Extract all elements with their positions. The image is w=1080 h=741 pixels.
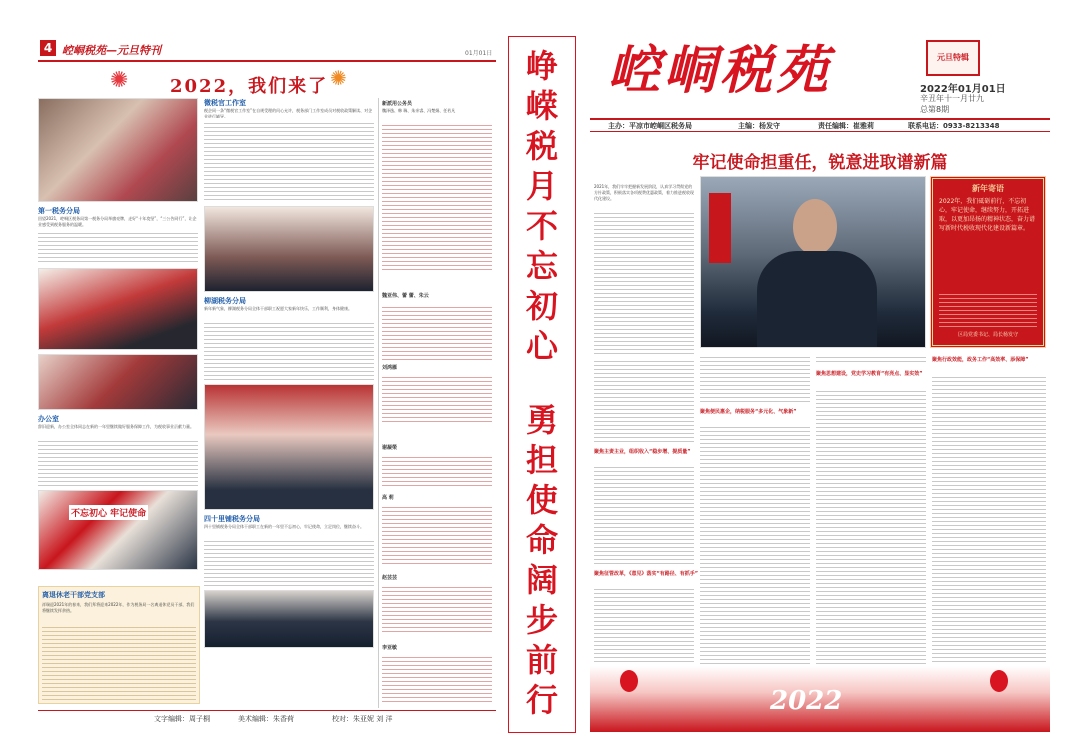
firework-left: ✺ bbox=[110, 68, 129, 93]
masthead-small: 崆峒税苑—元旦特刊 bbox=[62, 44, 161, 57]
slogan-char: 担 bbox=[525, 441, 558, 479]
stamp bbox=[926, 40, 980, 76]
slogan-char: 月 bbox=[525, 167, 558, 205]
left-page bbox=[30, 36, 498, 736]
slogan-char: 税 bbox=[525, 127, 558, 165]
section-title: 离退休老干部党支部 bbox=[42, 591, 105, 599]
info-host: 主办：平凉市崆峒区税务局 bbox=[608, 122, 692, 130]
staff-name: 谢凝榮 bbox=[382, 445, 398, 451]
section-text: 税企同一条“微税官工作室”在自规受理的问心允许，税务部门工作室成员对税收政策解读、对企业进行辅导。 bbox=[204, 108, 373, 118]
subhead-5: 聚焦行政效能，政务工作“高效率、添保障” bbox=[932, 357, 1029, 363]
flag-decoration bbox=[709, 193, 731, 263]
staff-name: 李亚敏 bbox=[382, 645, 398, 651]
col2-text bbox=[700, 354, 810, 404]
bottom-year: 2022 bbox=[770, 686, 843, 716]
lead-text: 2021年，我们牢牢把握新发展阶段，认真学习贯彻党的方针政策，积极落实各项税费优惠政策，着力推进税收现代化建设。 bbox=[594, 184, 694, 201]
staff-name: 刘鸿雁 bbox=[382, 365, 398, 371]
slogan-char: 步 bbox=[525, 601, 558, 639]
slogan-char: 心 bbox=[525, 327, 558, 365]
staff-text bbox=[382, 504, 492, 564]
portrait-head bbox=[793, 199, 837, 255]
col4-text bbox=[932, 374, 1046, 664]
slogan-char: 嵘 bbox=[525, 87, 558, 125]
photo-portrait bbox=[700, 176, 926, 348]
col1-text-3 bbox=[594, 586, 694, 664]
text-block bbox=[204, 320, 374, 380]
staff-text bbox=[382, 304, 492, 362]
new-year-box bbox=[930, 176, 1046, 348]
section-title: 柳湖税务分局 bbox=[204, 297, 246, 305]
section-title: 第一税务分局 bbox=[38, 207, 80, 215]
masthead: 崆峒税苑 bbox=[608, 40, 833, 101]
column-separator bbox=[378, 98, 379, 708]
section-title: 微税官工作室 bbox=[204, 99, 246, 107]
section-text: 辞旧迎新，办公室全体同志在新的一年里继续做好服务保障工作，为税收事业贡献力量。 bbox=[38, 424, 194, 429]
photo-team bbox=[204, 590, 374, 648]
section-text: 四十里铺税务分局全体干部职工在新的一年里不忘初心，牢记使命，立足岗位，继续奋斗。 bbox=[204, 524, 364, 529]
photo-studio bbox=[38, 98, 198, 202]
staff-column bbox=[382, 98, 492, 710]
staff-text bbox=[382, 374, 492, 424]
stamp-text: 元旦特辑 bbox=[937, 53, 969, 62]
info-editor: 主编：杨发守 bbox=[738, 122, 780, 130]
vertical-slogan-left bbox=[512, 46, 572, 366]
slogan-char: 峥 bbox=[525, 47, 558, 85]
photo-group-2 bbox=[38, 268, 198, 350]
slogan-char: 使 bbox=[525, 481, 558, 519]
staff-members: 魏泽逸、韩 瑞、朱亲睿、冯楚娟、任若凡 bbox=[382, 108, 456, 113]
text-block bbox=[204, 120, 374, 202]
staff-text bbox=[382, 654, 492, 704]
new-year-text: 2022年，我们砥砺前行，不忘初心，牢记使命，继续努力，开拓进取，以更加昂扬的精神状态，奋力谱写新时代税收现代化建设新篇章。 bbox=[939, 198, 1036, 232]
new-year-lines bbox=[939, 291, 1037, 329]
col1-text-2 bbox=[594, 464, 694, 566]
section-title: 办公室 bbox=[38, 415, 59, 423]
footer-rule bbox=[38, 710, 496, 711]
staff-text bbox=[382, 122, 492, 272]
firework-right: ✺ bbox=[330, 66, 347, 90]
staff-text bbox=[382, 454, 492, 488]
new-year-title: 新年寄语 bbox=[972, 184, 1004, 193]
issue-date: 2022年01月01日 bbox=[920, 84, 1006, 95]
info-phone: 联系电话：0933-8213348 bbox=[908, 122, 1000, 130]
subhead-3: 聚焦征管改革，《意见》落实“有路径、有抓手” bbox=[594, 571, 699, 577]
lunar-date: 辛丑年十一月廿九 bbox=[920, 94, 984, 103]
banner-title: 2022，我们来了 bbox=[170, 76, 329, 97]
footer-art: 美术编辑：朱香荷 bbox=[238, 715, 294, 723]
lantern-right bbox=[990, 670, 1008, 692]
header-rule bbox=[38, 60, 496, 62]
date-small: 01月01日 bbox=[465, 50, 493, 57]
footer-proof: 校对：朱亚妮 刘 洋 bbox=[332, 715, 393, 723]
staff-name: 高 莉 bbox=[382, 495, 394, 501]
lead-body bbox=[594, 210, 694, 354]
staff-name: 魏亚伟、蕾 蕾、朱云 bbox=[382, 293, 429, 299]
bottom-banner bbox=[590, 666, 1050, 732]
slogan-char: 忘 bbox=[525, 247, 558, 285]
slogan-char: 命 bbox=[525, 521, 558, 559]
vertical-slogan-right bbox=[512, 400, 572, 720]
subhead-4: 聚焦思想建设，党史学习教育“有亮点、显实效” bbox=[816, 371, 923, 377]
photo-group-1 bbox=[204, 206, 374, 292]
portrait-body bbox=[757, 251, 877, 348]
page-number: 4 bbox=[40, 40, 56, 56]
section-text: 回望2021，崆峒区税务局第一税务分局举旗亮牌，走好“十年攻坚”，“三公告同行”，让企业感受到税务服务的温暖。 bbox=[38, 216, 197, 227]
slogan-char: 阔 bbox=[525, 561, 558, 599]
col1-text bbox=[594, 358, 694, 444]
headline: 牢记使命担重任，锐意进取谱新篇 bbox=[692, 153, 948, 173]
staff-name: 新派用公务员 bbox=[382, 101, 413, 107]
photo-group-3 bbox=[38, 354, 198, 410]
subhead-2: 聚焦便民惠企，纳税服务“多元化、气象新” bbox=[700, 409, 797, 415]
issue-number: 总第8期 bbox=[920, 105, 950, 114]
slogan-char: 初 bbox=[525, 287, 558, 325]
caption-hong: 不忘初心 牢记使命 bbox=[69, 505, 148, 520]
footer-editor: 文字编辑：周子桐 bbox=[154, 715, 210, 723]
slogan-char: 行 bbox=[525, 681, 558, 719]
slogan-char: 不 bbox=[525, 207, 558, 245]
text-block bbox=[42, 624, 196, 700]
info-resp: 责任编辑：崔雅莉 bbox=[818, 122, 874, 130]
subhead-1: 聚焦主责主业，组织收入“稳步增、提质量” bbox=[594, 449, 691, 455]
col3-text-2 bbox=[816, 388, 926, 664]
right-page bbox=[590, 36, 1050, 736]
text-block bbox=[204, 538, 374, 586]
slogan-char: 勇 bbox=[525, 401, 558, 439]
section-text: 新年新气象，柳湖税务分局全体干部职工祝愿大家新年快乐，工作顺利，身体健康。 bbox=[204, 306, 352, 311]
col3-text bbox=[816, 354, 926, 364]
staff-text bbox=[382, 584, 492, 634]
section-text: 祥瑞迎2021年的春来，我们拜将迎来2022年，作为税务局一名离退休党员干部，我们将继续发挥余热。 bbox=[42, 602, 195, 613]
section-title: 四十里铺税务分局 bbox=[204, 515, 260, 523]
photo-office bbox=[38, 490, 198, 570]
staff-name: 赵芸芸 bbox=[382, 575, 398, 581]
photo-caption: 区局党委书记、局长杨发守 bbox=[957, 332, 1018, 338]
lantern-left bbox=[620, 670, 638, 692]
text-block bbox=[38, 230, 198, 264]
col2-text-2 bbox=[700, 424, 810, 664]
photo-group-4 bbox=[204, 384, 374, 510]
text-block bbox=[38, 438, 198, 486]
slogan-char: 前 bbox=[525, 641, 558, 679]
